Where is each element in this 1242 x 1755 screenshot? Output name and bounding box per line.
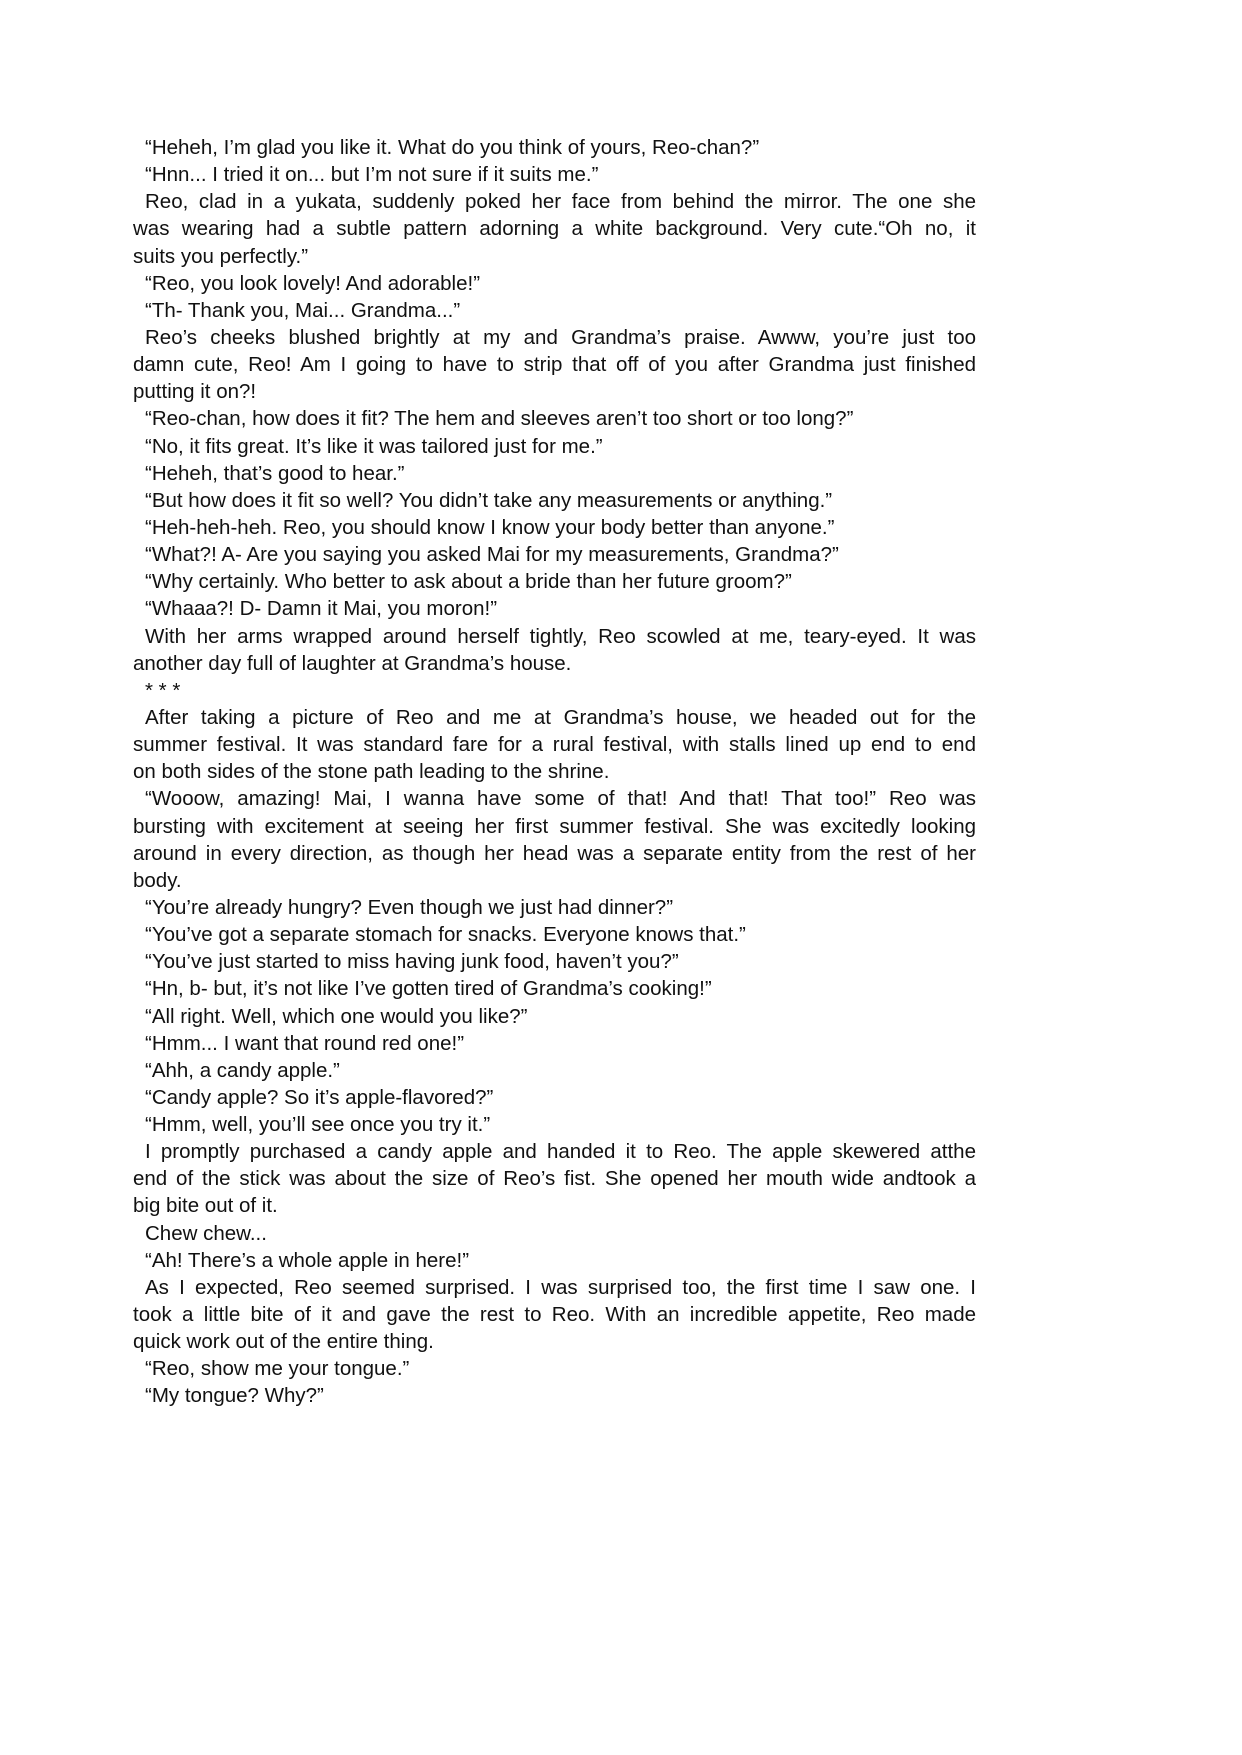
text-line: big bite out of it. xyxy=(133,1194,278,1218)
paragraph xyxy=(133,568,976,595)
paragraph xyxy=(133,948,976,975)
text-line: damn cute, Reo! Am I going to have to strip that off of you after Grandma just finished xyxy=(133,353,976,377)
text-line: “Hnn... I tried it on... but I’m not sure if it suits me.” xyxy=(145,163,599,187)
paragraph xyxy=(133,134,976,161)
text-line: “What?! A- Are you saying you asked Mai for my measurements, Grandma?” xyxy=(145,543,839,567)
paragraph xyxy=(133,460,976,487)
text-line: “All right. Well, which one would you like?” xyxy=(145,1004,528,1028)
text-line: “My tongue? Why?” xyxy=(145,1384,324,1408)
text-line: was wearing had a subtle pattern adorning a white background. Very cute.“Oh no, it xyxy=(133,217,976,241)
text-line: Reo, clad in a yukata, suddenly poked her face from behind the mirror. The one she xyxy=(145,190,976,214)
text-line: suits you perfectly.” xyxy=(133,244,309,268)
text-line: “Whaaa?! D- Damn it Mai, you moron!” xyxy=(145,597,498,621)
text-line: “Reo-chan, how does it fit? The hem and sleeves aren’t too short or too long?” xyxy=(145,407,854,431)
text-line: around in every direction, as though her head was a separate entity from the rest of her xyxy=(133,841,976,865)
text-line: body. xyxy=(133,868,182,892)
paragraph xyxy=(133,1030,976,1057)
paragraph xyxy=(133,514,976,541)
text-line: As I expected, Reo seemed surprised. I was surprised too, the first time I saw one. I xyxy=(145,1275,976,1299)
paragraph xyxy=(133,921,976,948)
text-line: end of the stick was about the size of Reo’s fist. She opened her mouth wide andtook a xyxy=(133,1167,976,1191)
text-line: “Ah! There’s a whole apple in here!” xyxy=(145,1248,470,1272)
text-line: took a little bite of it and gave the rest to Reo. With an incredible appetite, Reo made xyxy=(133,1303,976,1327)
paragraph xyxy=(133,1382,976,1409)
paragraph xyxy=(133,623,976,677)
paragraph xyxy=(133,1111,976,1138)
text-line: putting it on?! xyxy=(133,380,257,404)
paragraph xyxy=(133,1084,976,1111)
text-line: Reo’s cheeks blushed brightly at my and Grandma’s praise. Awww, you’re just too xyxy=(145,325,976,349)
paragraph xyxy=(133,1003,976,1030)
text-line: After taking a picture of Reo and me at Grandma’s house, we headed out for the xyxy=(145,705,976,729)
text-line: “Reo, you look lovely! And adorable!” xyxy=(145,271,481,295)
text-line: I promptly purchased a candy apple and handed it to Reo. The apple skewered atthe xyxy=(145,1140,976,1164)
paragraph xyxy=(133,188,976,269)
text-line: “Why certainly. Who better to ask about a bride than her future groom?” xyxy=(145,570,792,594)
text-line: “But how does it fit so well? You didn’t take any measurements or anything.” xyxy=(145,488,833,512)
text-line: “Hmm... I want that round red one!” xyxy=(145,1031,465,1055)
paragraph xyxy=(133,433,976,460)
text-line: “Heheh, I’m glad you like it. What do you think of yours, Reo-chan?” xyxy=(145,136,760,159)
text-line: * * * xyxy=(145,678,181,702)
paragraph xyxy=(133,1138,976,1219)
paragraph xyxy=(133,541,976,568)
text-line: on both sides of the stone path leading to the shrine. xyxy=(133,760,610,784)
text-line: summer festival. It was standard fare for a rural festival, with stalls lined up end to end xyxy=(133,733,976,757)
text-line: “Wooow, amazing! Mai, I wanna have some of that! And that! That too!” Reo was xyxy=(145,787,976,811)
text-line: “Reo, show me your tongue.” xyxy=(145,1357,410,1381)
text-line: “Heh-heh-heh. Reo, you should know I know your body better than anyone.” xyxy=(145,515,835,539)
document-page xyxy=(133,134,976,1410)
paragraph xyxy=(133,161,976,188)
paragraph xyxy=(133,405,976,432)
text-line: another day full of laughter at Grandma’s house. xyxy=(133,651,572,675)
paragraph xyxy=(133,1247,976,1274)
paragraph xyxy=(133,975,976,1002)
paragraph xyxy=(133,297,976,324)
text-line: “Hn, b- but, it’s not like I’ve gotten tired of Grandma’s cooking!” xyxy=(145,977,712,1001)
paragraph xyxy=(133,894,976,921)
text-line: “You’re already hungry? Even though we just had dinner?” xyxy=(145,895,674,919)
text-line: “Hmm, well, you’ll see once you try it.” xyxy=(145,1113,491,1137)
paragraph xyxy=(133,324,976,405)
paragraph xyxy=(133,1355,976,1382)
text-line: bursting with excitement at seeing her first summer festival. She was excitedly looking xyxy=(133,814,976,838)
text-line: “Th- Thank you, Mai... Grandma...” xyxy=(145,298,461,322)
text-line: “No, it fits great. It’s like it was tailored just for me.” xyxy=(145,434,603,458)
paragraph xyxy=(133,704,976,785)
text-line: “Heheh, that’s good to hear.” xyxy=(145,461,405,485)
paragraph xyxy=(133,1057,976,1084)
paragraph xyxy=(133,595,976,622)
text-line: “You’ve got a separate stomach for snacks. Everyone knows that.” xyxy=(145,923,746,947)
text-line: Chew chew... xyxy=(145,1221,267,1245)
paragraph xyxy=(133,785,976,894)
paragraph xyxy=(133,487,976,514)
paragraph xyxy=(133,1220,976,1247)
paragraph xyxy=(133,270,976,297)
paragraph xyxy=(133,677,976,704)
text-line: “Ahh, a candy apple.” xyxy=(145,1058,340,1082)
text-line: “Candy apple? So it’s apple-flavored?” xyxy=(145,1085,494,1109)
text-line: quick work out of the entire thing. xyxy=(133,1330,434,1354)
text-line: “You’ve just started to miss having junk food, haven’t you?” xyxy=(145,950,679,974)
text-line: With her arms wrapped around herself tightly, Reo scowled at me, teary-eyed. It was xyxy=(145,624,976,648)
paragraph xyxy=(133,1274,976,1355)
